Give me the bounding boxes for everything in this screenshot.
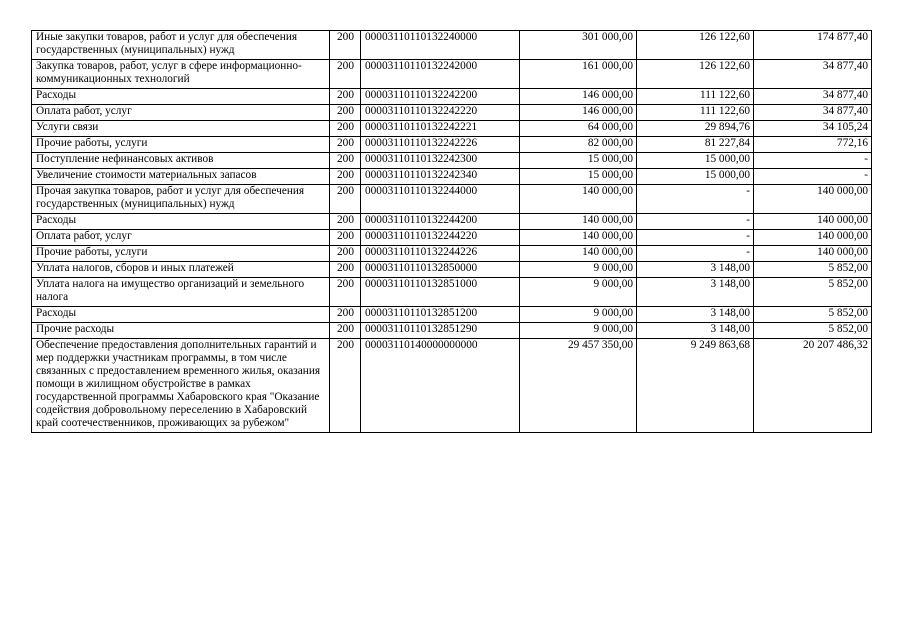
row-name-cell: Оплата работ, услуг — [32, 105, 330, 121]
row-executed-cell: 3 148,00 — [637, 278, 754, 307]
table-row — [32, 185, 872, 214]
row-kbk-cell: 00003110110132851200 — [361, 307, 520, 323]
table-row — [32, 278, 872, 307]
row-plan-cell: 301 000,00 — [520, 31, 637, 60]
row-name-cell: Уплата налога на имущество организаций и земельного налога — [32, 278, 330, 307]
row-executed-cell: 15 000,00 — [637, 153, 754, 169]
row-kbk-cell: 00003110110132242220 — [361, 105, 520, 121]
row-kbk-cell: 00003110110132850000 — [361, 262, 520, 278]
row-kbk-cell: 00003110110132851000 — [361, 278, 520, 307]
row-executed-cell: - — [637, 214, 754, 230]
row-remaining-cell: 34 877,40 — [754, 60, 872, 89]
row-name-cell: Расходы — [32, 89, 330, 105]
row-remaining-cell: 34 105,24 — [754, 121, 872, 137]
row-code-cell: 200 — [330, 137, 361, 153]
table-row — [32, 31, 872, 60]
row-kbk-cell: 00003110110132242340 — [361, 169, 520, 185]
table-row — [32, 105, 872, 121]
row-plan-cell: 15 000,00 — [520, 169, 637, 185]
row-code-cell: 200 — [330, 246, 361, 262]
row-kbk-cell: 00003110110132244000 — [361, 185, 520, 214]
row-kbk-cell: 00003110110132851290 — [361, 323, 520, 339]
row-plan-cell: 140 000,00 — [520, 230, 637, 246]
row-executed-cell: 111 122,60 — [637, 105, 754, 121]
row-plan-cell: 29 457 350,00 — [520, 339, 637, 433]
row-plan-cell: 140 000,00 — [520, 185, 637, 214]
row-plan-cell: 9 000,00 — [520, 323, 637, 339]
row-code-cell: 200 — [330, 89, 361, 105]
row-code-cell: 200 — [330, 323, 361, 339]
row-remaining-cell: 140 000,00 — [754, 246, 872, 262]
row-plan-cell: 161 000,00 — [520, 60, 637, 89]
table-row — [32, 89, 872, 105]
row-remaining-cell: 20 207 486,32 — [754, 339, 872, 433]
row-executed-cell: - — [637, 185, 754, 214]
row-executed-cell: 81 227,84 — [637, 137, 754, 153]
row-remaining-cell: 140 000,00 — [754, 214, 872, 230]
row-name-cell: Услуги связи — [32, 121, 330, 137]
row-name-cell: Уплата налогов, сборов и иных платежей — [32, 262, 330, 278]
row-kbk-cell: 00003110110132242226 — [361, 137, 520, 153]
row-kbk-cell: 00003110110132242000 — [361, 60, 520, 89]
table-row — [32, 307, 872, 323]
budget-report-page — [31, 30, 871, 433]
table-row — [32, 246, 872, 262]
row-plan-cell: 140 000,00 — [520, 214, 637, 230]
row-remaining-cell: - — [754, 153, 872, 169]
row-remaining-cell: 140 000,00 — [754, 230, 872, 246]
row-executed-cell: 126 122,60 — [637, 31, 754, 60]
row-code-cell: 200 — [330, 230, 361, 246]
row-name-cell: Прочие работы, услуги — [32, 246, 330, 262]
row-code-cell: 200 — [330, 214, 361, 230]
table-row — [32, 153, 872, 169]
row-plan-cell: 82 000,00 — [520, 137, 637, 153]
row-kbk-cell: 00003110110132244220 — [361, 230, 520, 246]
row-executed-cell: - — [637, 246, 754, 262]
row-kbk-cell: 00003110110132240000 — [361, 31, 520, 60]
row-executed-cell: 9 249 863,68 — [637, 339, 754, 433]
row-plan-cell: 146 000,00 — [520, 89, 637, 105]
row-plan-cell: 9 000,00 — [520, 278, 637, 307]
row-name-cell: Иные закупки товаров, работ и услуг для обеспечения государственных (муниципальных) нужд — [32, 31, 330, 60]
row-name-cell: Прочая закупка товаров, работ и услуг для обеспечения государственных (муниципальных) нужд — [32, 185, 330, 214]
row-remaining-cell: 772,16 — [754, 137, 872, 153]
row-kbk-cell: 00003110110132242300 — [361, 153, 520, 169]
budget-execution-table — [31, 30, 872, 433]
table-row — [32, 121, 872, 137]
row-name-cell: Расходы — [32, 214, 330, 230]
row-name-cell: Закупка товаров, работ, услуг в сфере информационно-коммуникационных технологий — [32, 60, 330, 89]
row-executed-cell: 3 148,00 — [637, 262, 754, 278]
row-executed-cell: 15 000,00 — [637, 169, 754, 185]
row-executed-cell: 3 148,00 — [637, 323, 754, 339]
row-remaining-cell: 5 852,00 — [754, 278, 872, 307]
row-remaining-cell: 34 877,40 — [754, 105, 872, 121]
row-code-cell: 200 — [330, 339, 361, 433]
row-code-cell: 200 — [330, 105, 361, 121]
row-remaining-cell: 140 000,00 — [754, 185, 872, 214]
table-row — [32, 137, 872, 153]
row-plan-cell: 15 000,00 — [520, 153, 637, 169]
row-kbk-cell: 00003110110132242200 — [361, 89, 520, 105]
row-remaining-cell: 34 877,40 — [754, 89, 872, 105]
row-code-cell: 200 — [330, 31, 361, 60]
row-executed-cell: 3 148,00 — [637, 307, 754, 323]
row-remaining-cell: 5 852,00 — [754, 262, 872, 278]
row-code-cell: 200 — [330, 262, 361, 278]
row-remaining-cell: - — [754, 169, 872, 185]
table-row — [32, 262, 872, 278]
row-remaining-cell: 5 852,00 — [754, 307, 872, 323]
row-code-cell: 200 — [330, 307, 361, 323]
table-row — [32, 214, 872, 230]
row-plan-cell: 9 000,00 — [520, 262, 637, 278]
row-code-cell: 200 — [330, 153, 361, 169]
row-executed-cell: 126 122,60 — [637, 60, 754, 89]
row-plan-cell: 64 000,00 — [520, 121, 637, 137]
table-row — [32, 169, 872, 185]
row-plan-cell: 140 000,00 — [520, 246, 637, 262]
row-name-cell: Увеличение стоимости материальных запасов — [32, 169, 330, 185]
table-body — [32, 31, 872, 433]
table-row — [32, 323, 872, 339]
row-executed-cell: 29 894,76 — [637, 121, 754, 137]
table-row — [32, 60, 872, 89]
row-code-cell: 200 — [330, 169, 361, 185]
row-remaining-cell: 5 852,00 — [754, 323, 872, 339]
row-code-cell: 200 — [330, 60, 361, 89]
row-kbk-cell: 00003110140000000000 — [361, 339, 520, 433]
row-name-cell: Расходы — [32, 307, 330, 323]
row-name-cell: Прочие расходы — [32, 323, 330, 339]
table-row — [32, 339, 872, 433]
row-plan-cell: 146 000,00 — [520, 105, 637, 121]
row-name-cell: Оплата работ, услуг — [32, 230, 330, 246]
row-kbk-cell: 00003110110132242221 — [361, 121, 520, 137]
row-name-cell: Прочие работы, услуги — [32, 137, 330, 153]
row-code-cell: 200 — [330, 278, 361, 307]
table-row — [32, 230, 872, 246]
row-name-cell: Обеспечение предоставления дополнительных гарантий и мер поддержки участникам программы, в том числе связанных с предоставлением временного жилья, оказания помощи в жилищном обустройстве в рамках государственной программы Хабаровского края "Оказание содействия добровольному переселению в Хабаровский край соотечественников, проживающих за рубежом" — [32, 339, 330, 433]
row-kbk-cell: 00003110110132244200 — [361, 214, 520, 230]
row-kbk-cell: 00003110110132244226 — [361, 246, 520, 262]
row-remaining-cell: 174 877,40 — [754, 31, 872, 60]
row-name-cell: Поступление нефинансовых активов — [32, 153, 330, 169]
row-code-cell: 200 — [330, 185, 361, 214]
row-executed-cell: 111 122,60 — [637, 89, 754, 105]
row-plan-cell: 9 000,00 — [520, 307, 637, 323]
row-executed-cell: - — [637, 230, 754, 246]
row-code-cell: 200 — [330, 121, 361, 137]
